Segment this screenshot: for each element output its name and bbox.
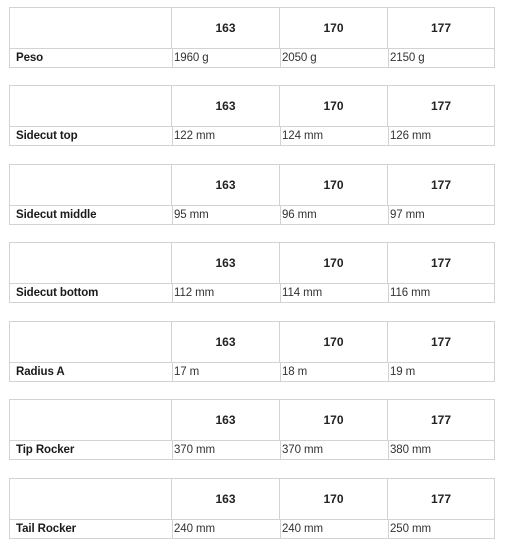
spec-value-177: 126 mm xyxy=(388,127,495,146)
spec-value-170: 124 mm xyxy=(280,127,388,146)
size-header-177: 177 xyxy=(387,85,495,127)
size-header-177: 177 xyxy=(387,399,495,441)
size-header-163: 163 xyxy=(171,321,280,363)
spec-label: Radius A xyxy=(9,363,172,382)
spec-value-170: 370 mm xyxy=(280,441,388,460)
spec-label: Tip Rocker xyxy=(9,441,172,460)
size-header-177: 177 xyxy=(387,478,495,520)
size-header-170: 170 xyxy=(279,478,388,520)
size-header-170: 170 xyxy=(279,85,388,127)
header-blank-cell xyxy=(9,242,172,284)
spec-table-sidecut-top xyxy=(9,85,495,146)
size-header-177: 177 xyxy=(387,321,495,363)
spec-value-170: 240 mm xyxy=(280,520,388,539)
size-header-row xyxy=(9,7,495,49)
size-header-170: 170 xyxy=(279,164,388,206)
spec-value-170: 114 mm xyxy=(280,284,388,303)
spec-label: Peso xyxy=(9,49,172,68)
spec-label: Sidecut bottom xyxy=(9,284,172,303)
spec-table-tail-rocker xyxy=(9,478,495,539)
spec-label: Tail Rocker xyxy=(9,520,172,539)
spec-row xyxy=(9,520,495,539)
spec-value-163: 370 mm xyxy=(172,441,280,460)
spec-row xyxy=(9,284,495,303)
spec-value-177: 19 m xyxy=(388,363,495,382)
header-blank-cell xyxy=(9,478,172,520)
spec-value-163: 240 mm xyxy=(172,520,280,539)
size-header-170: 170 xyxy=(279,242,388,284)
spec-table-peso xyxy=(9,7,495,68)
header-blank-cell xyxy=(9,164,172,206)
spec-value-163: 17 m xyxy=(172,363,280,382)
size-header-row xyxy=(9,242,495,284)
size-header-170: 170 xyxy=(279,321,388,363)
spec-value-177: 97 mm xyxy=(388,206,495,225)
spec-value-177: 250 mm xyxy=(388,520,495,539)
size-header-row xyxy=(9,478,495,520)
size-header-163: 163 xyxy=(171,85,280,127)
size-header-row xyxy=(9,164,495,206)
header-blank-cell xyxy=(9,399,172,441)
spec-table-sidecut-middle xyxy=(9,164,495,225)
size-header-163: 163 xyxy=(171,164,280,206)
spec-value-163: 122 mm xyxy=(172,127,280,146)
spec-value-170: 18 m xyxy=(280,363,388,382)
size-header-163: 163 xyxy=(171,399,280,441)
size-header-177: 177 xyxy=(387,242,495,284)
spec-table-radius-a xyxy=(9,321,495,382)
size-header-row xyxy=(9,399,495,441)
size-header-row xyxy=(9,85,495,127)
size-header-row xyxy=(9,321,495,363)
spec-value-170: 2050 g xyxy=(280,49,388,68)
header-blank-cell xyxy=(9,85,172,127)
size-header-163: 163 xyxy=(171,242,280,284)
spec-label: Sidecut top xyxy=(9,127,172,146)
spec-label: Sidecut middle xyxy=(9,206,172,225)
spec-value-177: 380 mm xyxy=(388,441,495,460)
size-header-163: 163 xyxy=(171,7,280,49)
spec-row xyxy=(9,441,495,460)
size-header-170: 170 xyxy=(279,399,388,441)
size-header-163: 163 xyxy=(171,478,280,520)
spec-table-tip-rocker xyxy=(9,399,495,460)
spec-row xyxy=(9,363,495,382)
size-header-170: 170 xyxy=(279,7,388,49)
spec-row xyxy=(9,206,495,225)
spec-table-sidecut-bottom xyxy=(9,242,495,303)
spec-row xyxy=(9,127,495,146)
spec-value-177: 2150 g xyxy=(388,49,495,68)
spec-value-163: 112 mm xyxy=(172,284,280,303)
spec-value-163: 95 mm xyxy=(172,206,280,225)
header-blank-cell xyxy=(9,321,172,363)
size-header-177: 177 xyxy=(387,164,495,206)
spec-value-177: 116 mm xyxy=(388,284,495,303)
spec-value-170: 96 mm xyxy=(280,206,388,225)
spec-value-163: 1960 g xyxy=(172,49,280,68)
spec-row xyxy=(9,49,495,68)
header-blank-cell xyxy=(9,7,172,49)
size-header-177: 177 xyxy=(387,7,495,49)
